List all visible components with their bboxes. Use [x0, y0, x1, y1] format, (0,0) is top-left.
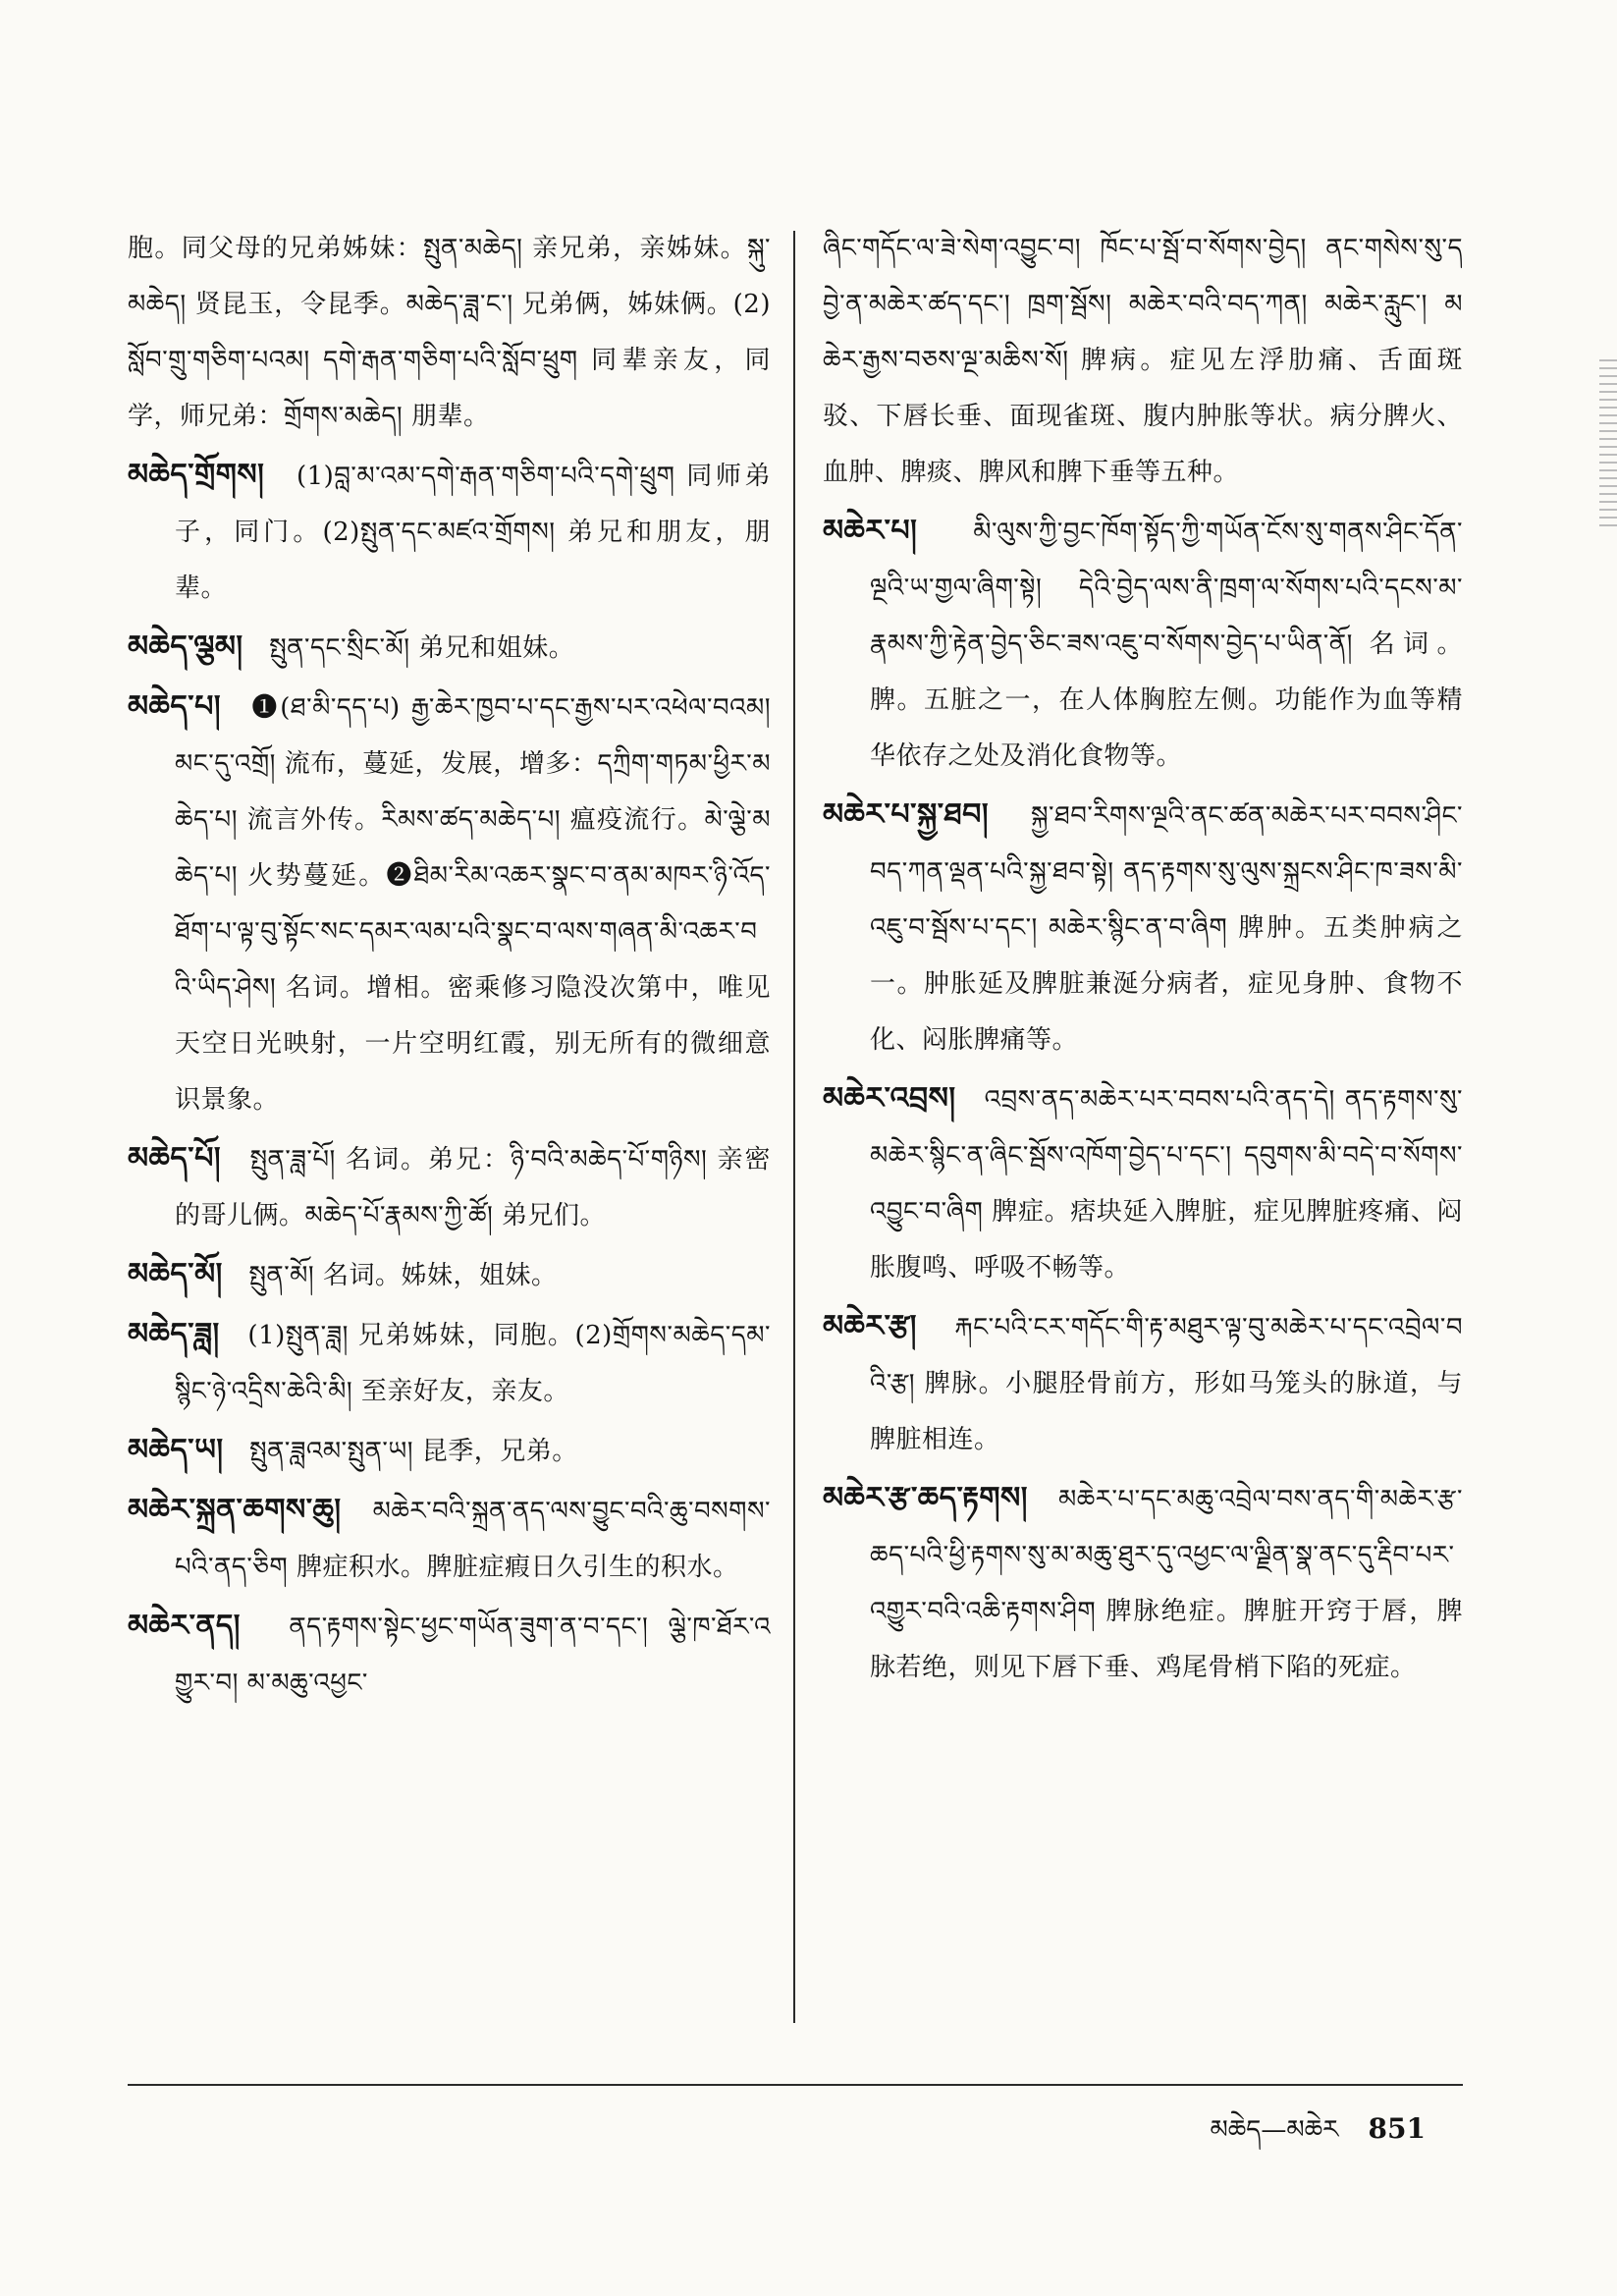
dictionary-entry	[128, 679, 771, 1128]
entry-headword: མཆེད་པ།	[128, 689, 221, 724]
entry-definition: ཞིང་གདོང་ལ་ཟེ་སེག་འབྱུང་བ། ཁོང་པ་སྦོ་བ་སོགས་བྱེད། ནང་གསེས་སུ་དབྱེ་ན་མཆེར་ཚད་དང་། ཁྲག་སྦོས། མཆེར་བའི་བད་ཀན། མཆེར་རླུང་། མཆེར་རྒྱས་བཅས་ལྔ་མཆིས་སོ། 脾病。症见左浮肋痛、舌面斑驳、下唇长垂、面现雀斑、腹内肿胀等状。病分脾火、血肿、脾痰、脾风和脾下垂等五种。	[823, 234, 1463, 487]
entry-definition: མི་ལུས་ཀྱི་བྱང་ཁོག་སྟོད་ཀྱི་གཡོན་ངོས་སུ་གནས་ཤིང་དོན་ལྔའི་ཡ་གྱལ་ཞིག་སྟེ། དེའི་བྱེད་ལས་ནི་ཁྲག་ལ་སོགས་པའི་དངས་མ་རྣམས་ཀྱི་རྟེན་བྱེད་ཅིང་ཟས་འཇུ་བ་སོགས་བྱེད་པ་ཡིན་ནོ། 名词。脾。五脏之一，在人体胸腔左侧。功能作为血等精华依存之处及消化食物等。	[870, 518, 1463, 771]
entry-continuation	[823, 221, 1463, 501]
entry-headword: མཆེར་སྐྲན་ཆགས་ཆུ།	[128, 1493, 342, 1527]
entry-continuation	[128, 221, 771, 445]
entry-definition: མཆེར་པ་དང་མཆུ་འབྲེལ་བས་ནད་གི་མཆེར་རྩ་ཆད་པའི་ཕྱི་རྟགས་སུ་མ་མཆུ་ཐུར་དུ་འཕྱང་ལ་ལྗིན་སྣ་ནང་དུ་རྡིབ་པར་འགྱུར་བའི་འཆི་རྟགས་ཤིག 脾脉绝症。脾脏开窍于唇，脾脉若绝，则见下唇下垂、鸡尾骨梢下陷的死症。	[870, 1485, 1463, 1682]
entry-text	[823, 503, 1463, 785]
entry-definition: སྤུན་ཟླའམ་སྤུན་ཡ། 昆季，兄弟。	[249, 1437, 578, 1466]
entry-definition: 胞。同父母的兄弟姊妹：སྤུན་མཆེད། 亲兄弟，亲姊妹。སྐུ་མཆེད། 贤昆玉，令昆季。མཆེད་ཟླ་ང་། 兄弟俩，姊妹俩。(2)སློབ་གྲུ་གཅིག་པའམ། དགེ་རྒན་གཅིག་པའི་སློབ་ཕྲུག 同辈亲友，同学，师兄弟：གྲོགས་མཆེད། 朋辈。	[128, 234, 771, 431]
entry-text	[128, 1482, 771, 1596]
footer-rule	[128, 2084, 1463, 2086]
entry-text	[823, 221, 1463, 501]
entry-definition: སྤུན་མོ། 名词。姊妹，姐妹。	[248, 1261, 558, 1290]
entry-headword: མཆེད་གྲོགས།	[128, 458, 265, 492]
entry-definition: ནད་རྟགས་སྟེང་ཕྱང་གཡོན་ཟུག་ན་བ་དང་། ལྕེ་ཁ་ཐོར་འགྱུར་བ། མ་མཆུ་འཕྱང་	[175, 1613, 771, 1698]
entry-definition: མཆེར་བའི་སྐྲན་ནད་ལས་བྱུང་བའི་ཆུ་བསགས་པའི་ནད་ཅིག 脾症积水。脾脏症瘕日久引生的积水。	[175, 1497, 771, 1582]
entry-text	[128, 1306, 771, 1420]
dictionary-entry	[128, 1422, 771, 1480]
entry-definition: སྤུན་དང་སྲིང་མོ། 弟兄和姐妹。	[269, 633, 575, 663]
entry-text	[128, 221, 771, 445]
dictionary-entry	[128, 1306, 771, 1420]
dictionary-entry	[128, 619, 771, 677]
entry-headword: མཆེར་རྩ།	[823, 1309, 917, 1343]
entry-headword: མཆེད་ཡ།	[128, 1433, 224, 1467]
dictionary-entry	[128, 1130, 771, 1244]
dictionary-entry	[823, 787, 1463, 1068]
dictionary-entry	[823, 1070, 1463, 1296]
left-column	[128, 221, 771, 1712]
entry-headword: མཆེད་པོ།	[128, 1141, 221, 1175]
running-headwords: མཆེད—མཆེར	[1210, 2115, 1339, 2145]
entry-definition: སྐྱ་ཐབ་རིགས་ལྔའི་ནང་ཚན་མཆེར་པར་བབས་ཤིང་བད་ཀན་ལྡན་པའི་སྐྱ་ཐབ་སྟེ། ནད་རྟགས་སུ་ལུས་སྐྲངས་ཤིང་ཁ་ཟས་མི་འཇུ་བ་སྦོས་པ་དང་། མཆེར་སྙིང་ན་བ་ཞིག 脾肿。五类肿病之一。肿胀延及脾脏兼涎分病者，症见身肿、食物不化、闷胀脾痛等。	[870, 801, 1463, 1055]
entry-definition: སྤུན་ཟླ་པོ། 名词。弟兄：ཉི་བའི་མཆེད་པོ་གཉིས། 亲密的哥儿俩。མཆེད་པོ་རྣམས་ཀྱི་ཚོ། 弟兄们。	[175, 1145, 771, 1230]
entry-headword: མཆེར་རྩ་ཆད་རྟགས།	[823, 1481, 1028, 1515]
dictionary-entry	[823, 1470, 1463, 1696]
entry-text	[128, 447, 771, 617]
entry-definition: ❶(ཐ་མི་དད་པ) རྒྱ་ཆེར་ཁྱབ་པ་དང་རྒྱས་པར་འཕེལ་བའམ། མང་དུ་འགྲོ། 流布，蔓延，发展，增多：དཀྲིག་གཏམ་ཕྱིར་མཆེད་པ། 流言外传。རིམས་ཚད་མཆེད་པ། 瘟疫流行。མེ་ལྕེ་མཆེད་པ། 火势蔓延。❷ཐིམ་རིམ་འཆར་སྣང་བ་ནམ་མཁར་ཉི་འོད་ཐོག་པ་ལྟ་བུ་སྟོང་སང་དམར་ལམ་པའི་སྣང་བ་ལས་གཞན་མི་འཆར་བའི་ཡིད་ཤེས། 名词。增相。密乘修习隐没次第中，唯见天空日光映射，一片空明红霞，别无所有的微细意识景象。	[175, 693, 771, 1115]
column-divider	[793, 231, 795, 2023]
right-column	[823, 221, 1463, 1696]
entry-definition: (1)སྤུན་ཟླ། 兄弟姊妹，同胞。(2)གྲོགས་མཆེད་དམ་སྙིང་ཉེ་འདྲིས་ཆེའི་མི། 至亲好友，亲友。	[175, 1321, 771, 1406]
dictionary-entry	[128, 1598, 771, 1712]
entry-headword: མཆེར་པ།	[823, 514, 918, 548]
entry-definition: རྐང་པའི་ངར་གདོང་གི་རྟ་མཐུར་ལྟ་བུ་མཆེར་པ་དང་འབྲེལ་བའི་རྩ། 脾脉。小腿胫骨前方，形如马笼头的脉道，与脾脏相连。	[870, 1313, 1463, 1454]
entry-headword: མཆེར་འབྲས།	[823, 1081, 956, 1116]
dictionary-entry	[128, 1482, 771, 1596]
entry-text	[128, 1246, 771, 1304]
entry-text	[128, 679, 771, 1128]
entry-definition: (1)བླ་མ་འམ་དགེ་རྒན་གཅིག་པའི་དགེ་ཕྲུག 同师弟子，同门。(2)སྤུན་དང་མཛའ་གྲོགས། 弟兄和朋友，朋辈。	[175, 462, 771, 603]
dictionary-entry	[128, 447, 771, 617]
entry-text	[128, 619, 771, 677]
entry-headword: མཆེད་ཟླ།	[128, 1317, 220, 1351]
page-footer	[1211, 2102, 1427, 2173]
dictionary-entry	[823, 1298, 1463, 1468]
entry-definition: འབྲས་ནད་མཆེར་པར་བབས་པའི་ནད་དེ། ནད་རྟགས་སུ་མཆེར་སྙིང་ན་ཞིང་སྦོས་འཁོག་བྱེད་པ་དང་། དབུགས་མི་བདེ་བ་སོགས་འབྱུང་བ་ཞིག 脾症。痞块延入脾脏，症见脾脏疼痛、闷胀腹鸣、呼吸不畅等。	[870, 1085, 1463, 1283]
dictionary-entry	[823, 503, 1463, 785]
entry-headword: མཆེར་ནད།	[128, 1609, 241, 1643]
entry-text	[823, 1070, 1463, 1296]
entry-text	[823, 1298, 1463, 1468]
entry-text	[823, 1470, 1463, 1696]
page-number: 851	[1368, 2112, 1426, 2145]
entry-headword: མཆེར་པ་སྐྱ་ཐབ།	[823, 797, 989, 832]
entry-text	[128, 1598, 771, 1712]
entry-headword: མཆེད་མོ།	[128, 1257, 223, 1291]
entry-text	[823, 787, 1463, 1068]
entry-text	[128, 1422, 771, 1480]
entry-text	[128, 1130, 771, 1244]
dictionary-entry	[128, 1246, 771, 1304]
scan-edge-marks	[1599, 354, 1617, 530]
entry-headword: མཆེད་ལྕམ།	[128, 629, 243, 664]
